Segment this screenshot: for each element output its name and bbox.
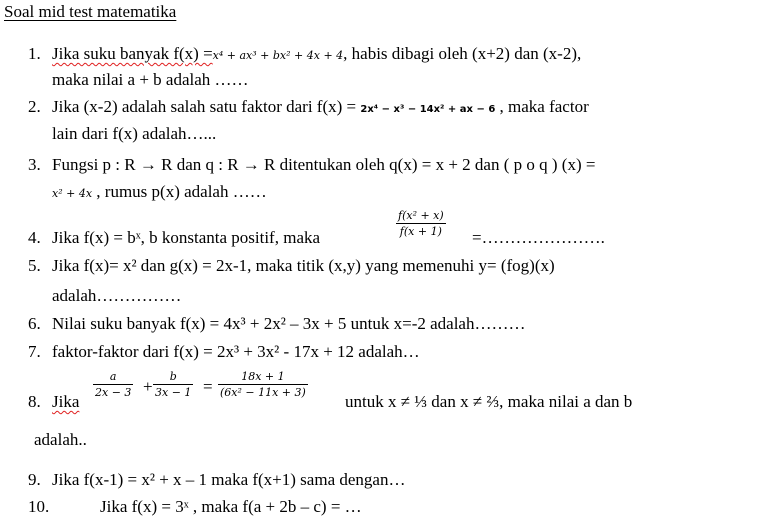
q8-number: 8. [28, 392, 41, 411]
q8-fraction-rhs-numerator: 18x + 1 [241, 370, 285, 383]
q1-text: Jika suku banyak f(x) = [52, 44, 213, 63]
q8-fraction-b-denominator: 3x − 1 [155, 386, 192, 399]
fraction-bar [153, 384, 193, 385]
q4-fraction-numerator: f(x² + x) [398, 209, 444, 222]
q3-line1: Fungsi p : R → R dan q : R → R ditentukan oleh q(x) = x + 2 dan ( p o q ) (x) = [52, 155, 596, 174]
q1-line1 [52, 44, 581, 66]
q6-line1: Nilai suku banyak f(x) = 4x³ + 2x² – 3x + 5 untuk x=-2 adalah……… [52, 314, 526, 333]
q7-line1: faktor-faktor dari f(x) = 2x³ + 3x² - 17x + 12 adalah… [52, 342, 420, 361]
q8-fraction-a-numerator: a [109, 370, 117, 383]
q8-plus-sign: + [143, 377, 153, 396]
q8-fraction-a-denominator: 2x − 3 [95, 386, 132, 399]
q7-number: 7. [28, 342, 41, 361]
q10-number: 10. [28, 497, 50, 516]
q3-line2 [52, 182, 267, 204]
q1-condition: , habis dibagi oleh (x+2) dan (x-2), [343, 44, 582, 63]
fraction-bar [396, 223, 446, 224]
q2-line1 [52, 97, 589, 120]
q4-fraction-denominator: f(x + 1) [399, 225, 442, 238]
q1-line2: maka nilai a + b adalah …… [52, 70, 249, 89]
q3-number: 3. [28, 155, 41, 174]
q8-fraction-b-numerator: b [169, 370, 177, 383]
q8-fraction-a [93, 370, 133, 399]
q4-text: Jika f(x) = bˣ, b konstanta positif, maka [52, 228, 321, 247]
page-title: Soal mid test matematika [4, 2, 177, 21]
q2-number: 2. [28, 97, 41, 116]
q8-line2: adalah.. [34, 430, 87, 449]
q5-line2: adalah…………… [52, 286, 182, 305]
q3-expression: x² + 4x [52, 187, 93, 200]
q2-tail: , maka factor [499, 97, 589, 116]
q4-tail: =…………………. [472, 228, 605, 247]
q3-tail: , rumus p(x) adalah …… [96, 182, 267, 201]
q6-number: 6. [28, 314, 41, 333]
q8-fraction-rhs-denominator: (6x² − 11x + 3) [220, 386, 306, 399]
q5-line1: Jika f(x)= x² dan g(x) = 2x-1, maka titik (x,y) yang memenuhi y= (fog)(x) [52, 256, 555, 275]
q9-line1: Jika f(x-1) = x² + x – 1 maka f(x+1) sama dengan… [52, 470, 406, 489]
q4-fraction [396, 209, 446, 238]
q8-fraction-b [153, 370, 193, 399]
q9-number: 9. [28, 470, 41, 489]
q4-number: 4. [28, 228, 41, 247]
q2-line2: lain dari f(x) adalah…... [52, 124, 217, 143]
q8-tail: untuk x ≠ ⅓ dan x ≠ ⅔, maka nilai a dan b [345, 392, 633, 411]
q1-number: 1. [28, 44, 41, 63]
q2-text: Jika (x-2) adalah salah satu faktor dari f(x) = [52, 97, 357, 116]
q8-equals-sign: = [203, 377, 213, 396]
q8-fraction-rhs [218, 370, 308, 399]
fraction-bar [93, 384, 133, 385]
q10-line1: Jika f(x) = 3ˣ , maka f(a + 2b – c) = … [100, 497, 362, 516]
q1-polynomial: x⁴ + ax³ + bx² + 4x + 4 [212, 49, 344, 62]
q5-number: 5. [28, 256, 41, 275]
q2-polynomial: 2x⁴ − x³ − 14x² + ax − 6 [360, 104, 496, 115]
fraction-bar [218, 384, 308, 385]
q8-text: Jika [52, 392, 80, 411]
